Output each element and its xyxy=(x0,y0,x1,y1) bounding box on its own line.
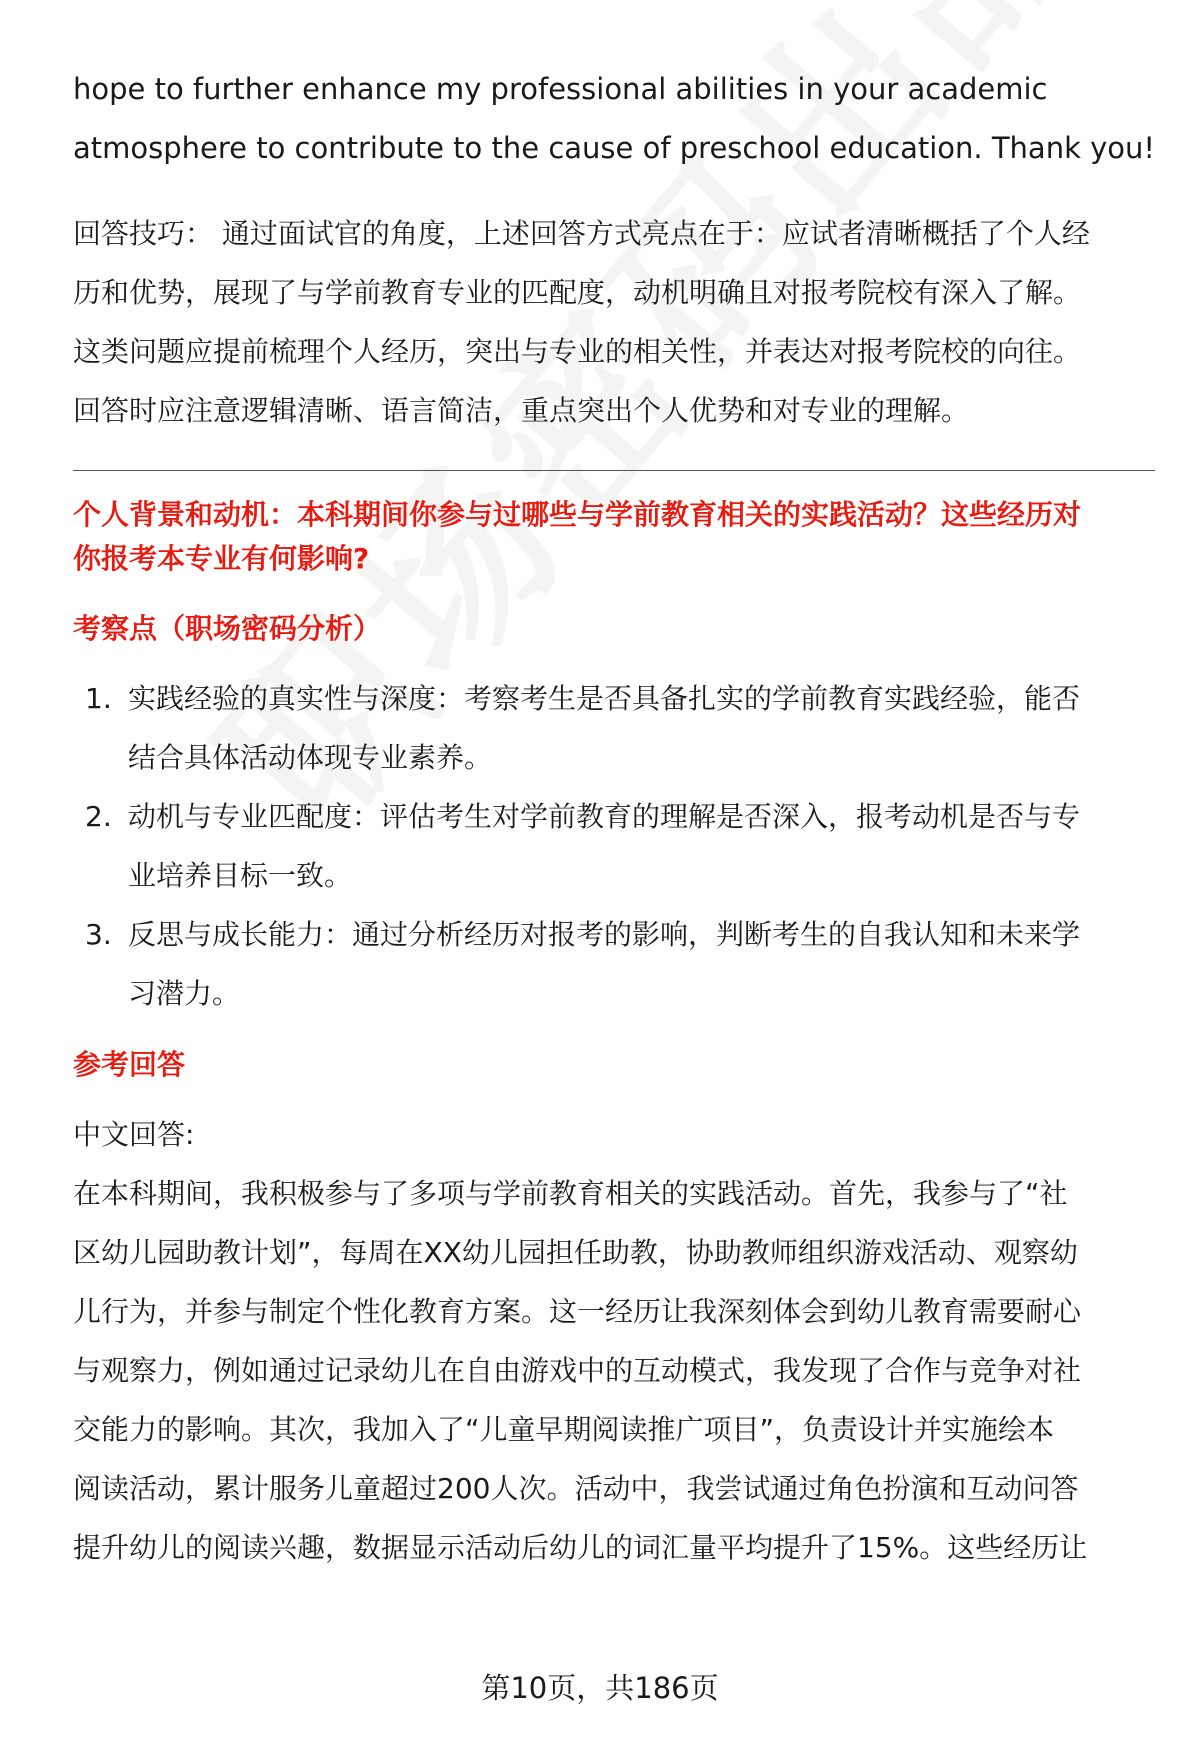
tips-line-4: 回答时应注意逻辑清晰、语言简洁，重点突出个人优势和对专业的理解。 xyxy=(73,394,970,427)
list-item-number: 2. xyxy=(85,800,112,833)
tips-line-3: 这类问题应提前梳理个人经历，突出与专业的相关性，并表达对报考院校的向往。 xyxy=(73,335,1082,368)
list-item-line: 实践经验的真实性与深度：考察考生是否具备扎实的学前教育实践经验，能否 xyxy=(128,682,1081,715)
page-content xyxy=(73,60,1155,1577)
question-heading xyxy=(73,493,1155,581)
list-item-line: 业培养目标一致。 xyxy=(128,859,353,892)
analysis-heading: 考察点（职场密码分析） xyxy=(73,612,382,645)
question-line-2: 你报考本专业有何影响? xyxy=(73,542,370,575)
tips-line-2: 历和优势，展现了与学前教育专业的匹配度，动机明确且对报考院校有深入了解。 xyxy=(73,276,1082,309)
intro-english-paragraph xyxy=(73,60,1155,178)
answer-line-5: 交能力的影响。其次，我加入了“儿童早期阅读推广项目”，负责设计并实施绘本 xyxy=(73,1413,1055,1446)
list-item-number: 1. xyxy=(85,682,112,715)
section-divider xyxy=(73,470,1155,471)
reference-heading: 参考回答 xyxy=(73,1048,186,1081)
reference-answer-paragraph xyxy=(73,1164,1155,1577)
intro-line-2: atmosphere to contribute to the cause of preschool education. Thank you! xyxy=(73,131,1155,165)
list-item xyxy=(73,669,1155,787)
page-number-footer: 第10页，共186页 xyxy=(481,1671,719,1705)
document-page xyxy=(73,60,1155,1577)
answer-line-1: 在本科期间，我积极参与了多项与学前教育相关的实践活动。首先，我参与了“社 xyxy=(73,1177,1068,1210)
answer-line-3: 儿行为，并参与制定个性化教育方案。这一经历让我深刻体会到幼儿教育需要耐心 xyxy=(73,1295,1082,1328)
answer-tips-paragraph xyxy=(73,204,1155,440)
analysis-list xyxy=(73,669,1155,1023)
tips-line-1: 回答技巧： 通过面试官的角度，上述回答方式亮点在于：应试者清晰概括了个人经 xyxy=(73,217,1090,250)
list-item xyxy=(73,905,1155,1023)
list-item-line: 动机与专业匹配度：评估考生对学前教育的理解是否深入，报考动机是否与专 xyxy=(128,800,1081,833)
list-item-line: 习潜力。 xyxy=(128,977,241,1010)
answer-line-4: 与观察力，例如通过记录幼儿在自由游戏中的互动模式，我发现了合作与竞争对社 xyxy=(73,1354,1082,1387)
list-item-line: 反思与成长能力：通过分析经历对报考的影响，判断考生的自我认知和未来学 xyxy=(128,918,1081,951)
reference-label: 中文回答: xyxy=(73,1118,195,1151)
list-item-line: 结合具体活动体现专业素养。 xyxy=(128,741,493,774)
answer-line-2: 区幼儿园助教计划”，每周在XX幼儿园担任助教，协助教师组织游戏活动、观察幼 xyxy=(73,1236,1078,1269)
answer-line-7: 提升幼儿的阅读兴趣，数据显示活动后幼儿的词汇量平均提升了15%。这些经历让 xyxy=(73,1531,1088,1564)
intro-line-1: hope to further enhance my professional abilities in your academic xyxy=(73,72,1048,106)
list-item-number: 3. xyxy=(85,918,112,951)
answer-line-6: 阅读活动，累计服务儿童超过200人次。活动中，我尝试通过角色扮演和互动问答 xyxy=(73,1472,1079,1505)
question-line-1: 个人背景和动机：本科期间你参与过哪些与学前教育相关的实践活动？这些经历对 xyxy=(73,498,1082,531)
list-item xyxy=(73,787,1155,905)
